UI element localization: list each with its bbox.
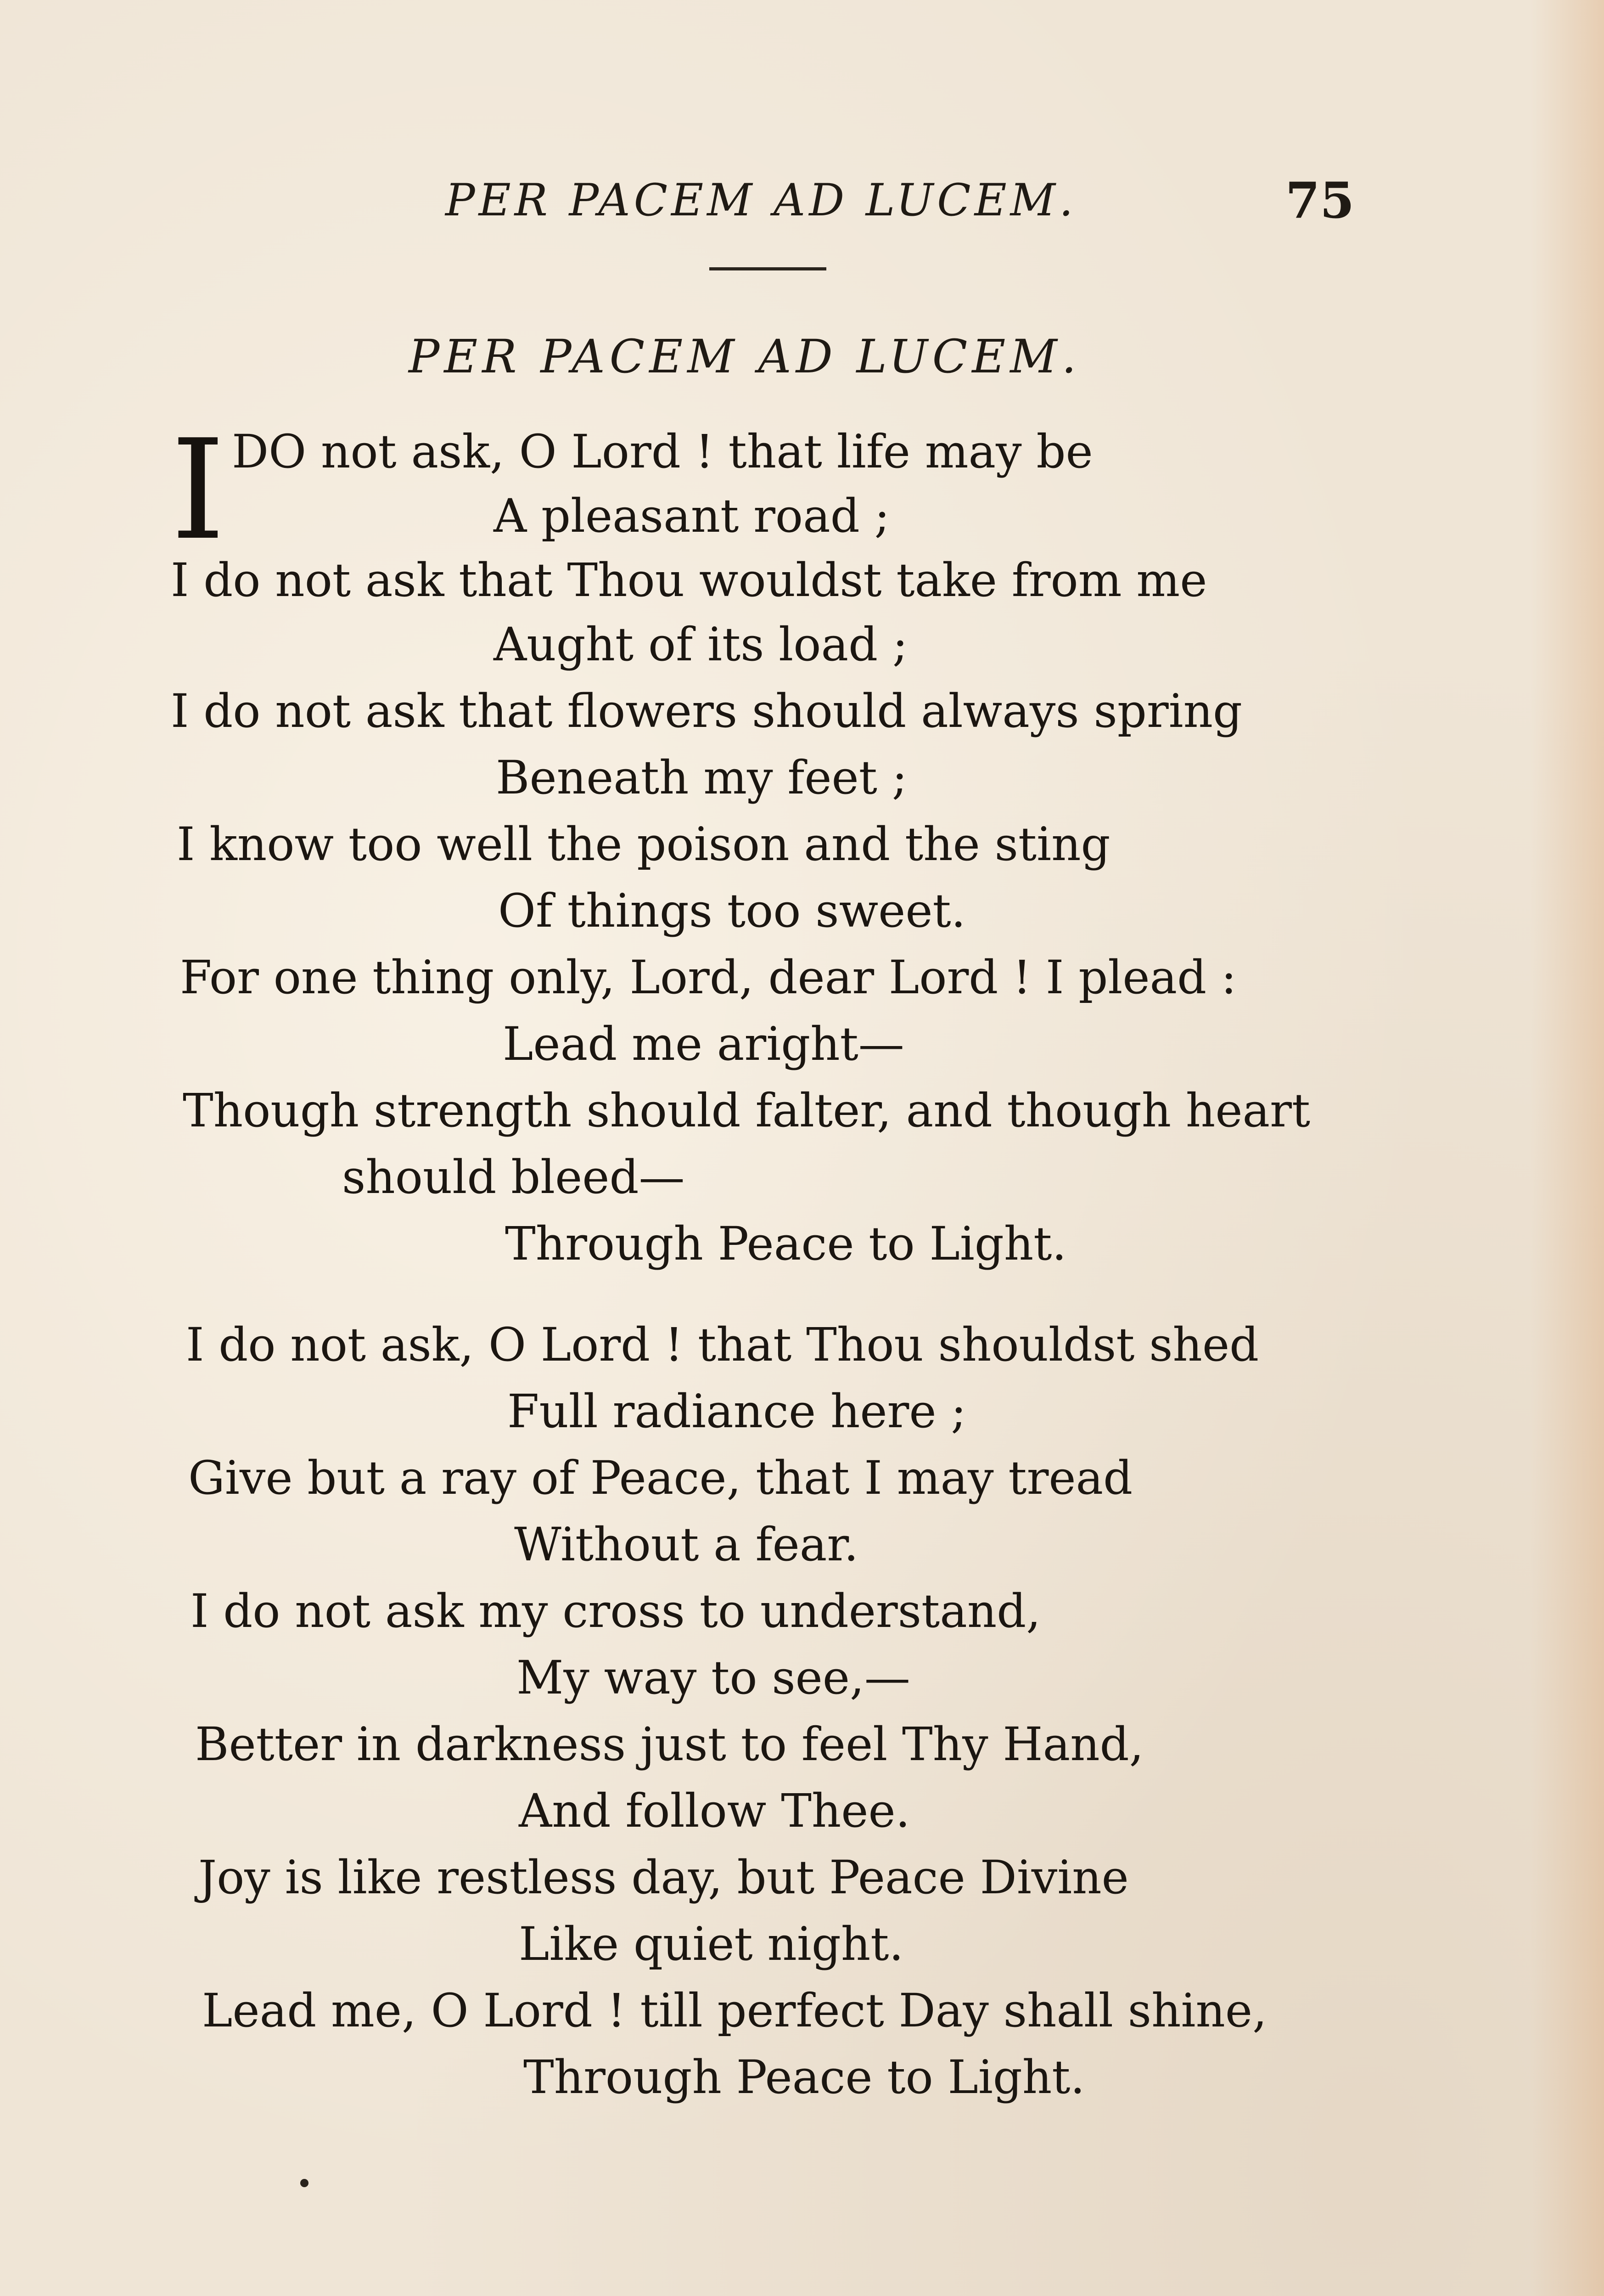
poem-line: I do not ask that Thou wouldst take from me [171,553,1207,607]
poem-line: DO not ask, O Lord ! that life may be [232,425,1093,478]
poem-title: PER PACEM AD LUCEM. [409,330,1081,383]
poem-line: A pleasant road ; [494,489,890,543]
poem-line: And follow Thee. [519,1784,910,1838]
poem-line: Aught of its load ; [494,618,908,671]
drop-cap: I [171,410,225,570]
poem-line: Though strength should falter, and though heart [183,1084,1311,1137]
poem-line: My way to see,— [516,1651,910,1705]
poem-line: Through Peace to Light. [505,1217,1067,1271]
header-rule [709,267,826,270]
page-number: 75 [1285,172,1355,230]
running-title: PER PACEM AD LUCEM. [445,174,1077,226]
poem-line: Full radiance here ; [507,1384,966,1438]
poem-line: Through Peace to Light. [523,2050,1085,2104]
poem-line: should bleed— [342,1150,685,1204]
ink-speck [300,2179,308,2187]
poem-line: Give but a ray of Peace, that I may tread [188,1451,1133,1505]
page-header [0,174,1604,243]
poem-line: Lead me, O Lord ! till perfect Day shall shine, [202,1984,1267,2037]
poem-line: Of things too sweet. [498,884,966,938]
poem-line: I do not ask, O Lord ! that Thou shouldst shed [186,1318,1259,1372]
poem-line: Beneath my feet ; [496,751,908,805]
poem-line: Like quiet night. [519,1917,904,1971]
poem-line: Without a fear. [514,1518,858,1571]
poem-line: Better in darkness just to feel Thy Hand, [195,1717,1144,1771]
poem-line: Lead me aright— [503,1017,904,1071]
poem-line: For one thing only, Lord, dear Lord ! I plead : [180,951,1237,1004]
poem-line: I do not ask that flowers should always spring [171,684,1243,738]
poem-line: I know too well the poison and the sting [177,817,1110,871]
poem-line: I do not ask my cross to understand, [191,1584,1041,1638]
poem-line: Joy is like restless day, but Peace Divine [198,1851,1129,1904]
page-edge-shading [1531,0,1604,2296]
